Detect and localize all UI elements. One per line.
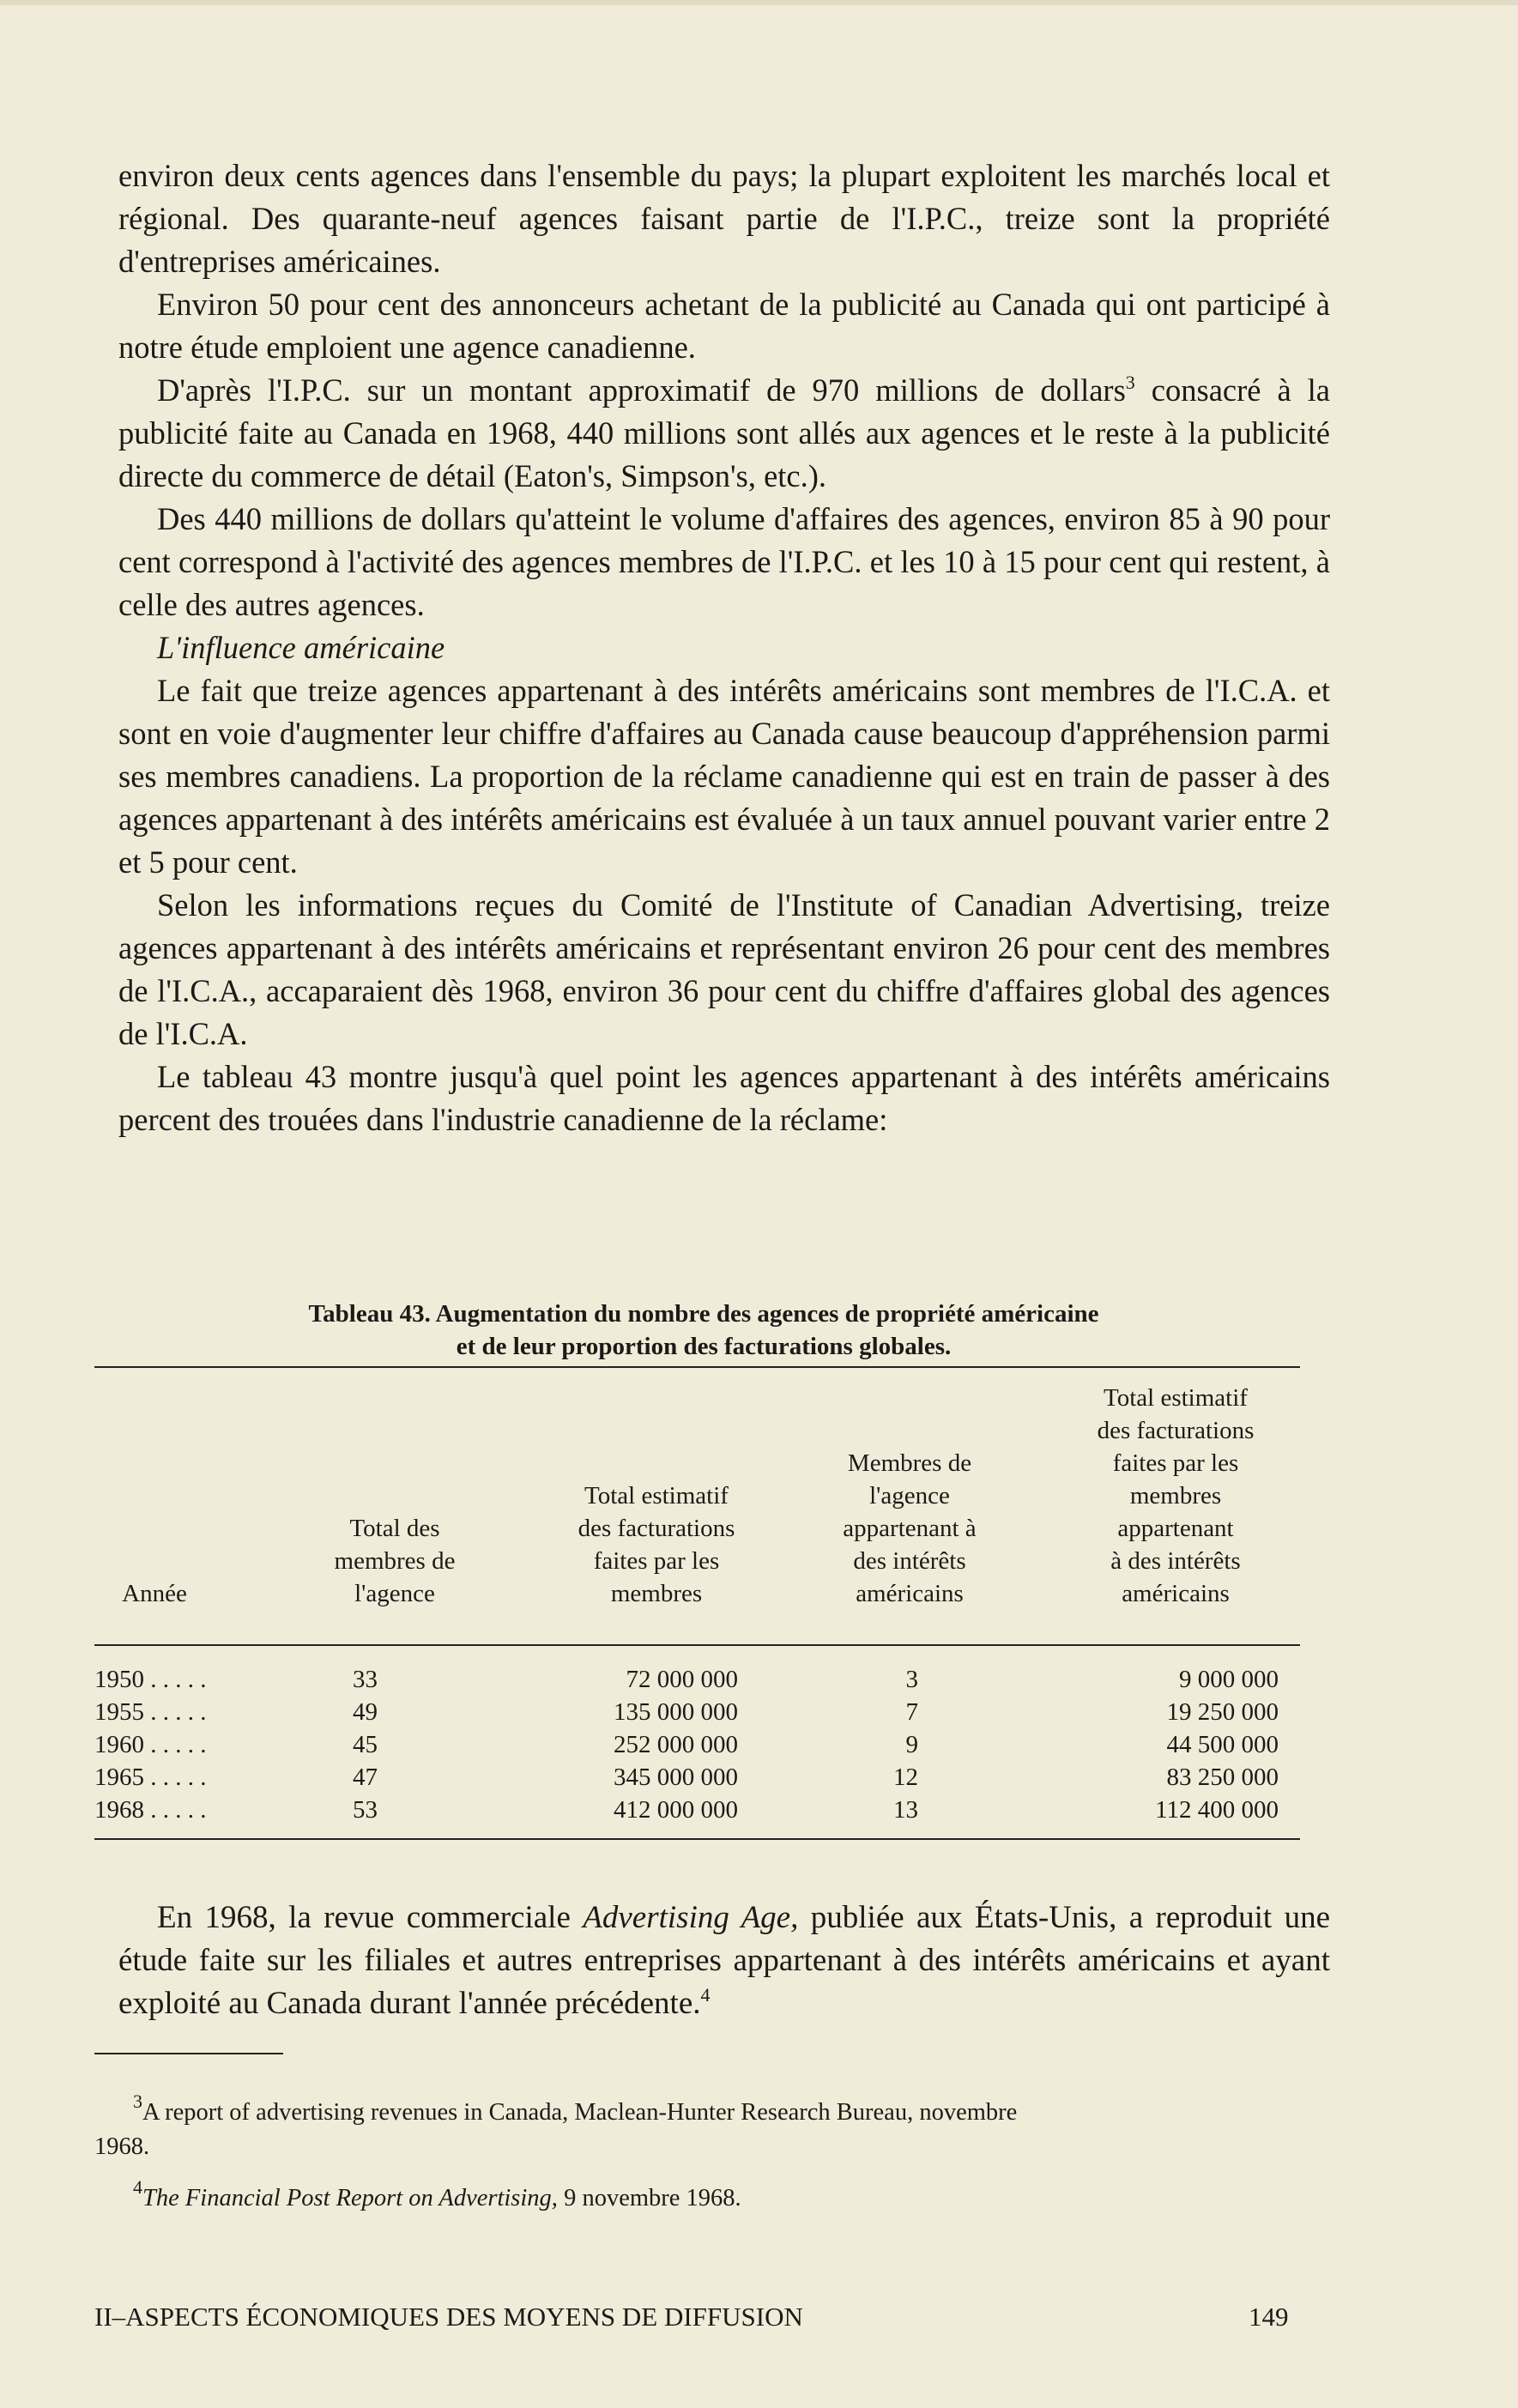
cell-us-members: 7	[905, 1698, 918, 1726]
cell-year: 1955 . . . . .	[94, 1698, 207, 1726]
header-line: des facturations	[1097, 1417, 1255, 1444]
header-line: membres	[1129, 1482, 1222, 1510]
header-line: l'agence	[869, 1482, 950, 1510]
header-line: des intérêts	[853, 1547, 966, 1575]
cell-us-members: 9	[905, 1731, 918, 1758]
table-row	[94, 1761, 1300, 1794]
table-row	[94, 1696, 1300, 1728]
cell-billings: 135 000 000	[614, 1698, 738, 1726]
header-line: appartenant	[1117, 1515, 1234, 1542]
header-line: membres	[610, 1580, 703, 1607]
cell-us-billings: 112 400 000	[1155, 1796, 1279, 1824]
cell-members: 49	[353, 1698, 378, 1726]
cell-us-billings: 19 250 000	[1166, 1698, 1279, 1726]
header-line: à des intérêts	[1110, 1547, 1241, 1575]
header-total-billings	[528, 1479, 785, 1610]
table-caption-line-1: Tableau 43. Augmentation du nombre des agences de propriété américaine	[308, 1300, 1099, 1328]
paragraph-6: Selon les informations reçues du Comité de l'Institute of Canadian Advertising, treize agences appartenant à des intérêts américains et représentant environ 26 pour cent des membres de l'I.C.A., accaparaient dès 1968, environ 36 pour cent du chiffre d'affaires global des agences de l'I.C.A.	[118, 887, 1330, 1051]
cell-members: 47	[353, 1764, 378, 1791]
cell-year: 1960 . . . . .	[94, 1731, 207, 1758]
cell-billings: 345 000 000	[614, 1764, 738, 1791]
table-caption	[223, 1298, 1184, 1363]
footnote-3: $^3$A report of advertising revenues in Canada, Maclean-Hunter Research Bureau, novembre 1968.	[94, 2090, 1018, 2160]
header-line: membres de	[334, 1547, 456, 1575]
header-line: Membres de	[847, 1449, 972, 1477]
page-edge	[0, 0, 1518, 5]
cell-billings: 412 000 000	[614, 1796, 738, 1824]
header-line: américains	[1122, 1580, 1230, 1607]
cell-members: 53	[353, 1796, 378, 1824]
header-year: Année	[122, 1580, 187, 1607]
cell-us-billings: 44 500 000	[1166, 1731, 1279, 1758]
running-footer: II–ASPECTS ÉCONOMIQUES DES MOYENS DE DIFFUSION	[94, 2302, 803, 2332]
table-row	[94, 1728, 1300, 1761]
footnote-rule	[94, 2053, 283, 2054]
page-number: 149	[1249, 2302, 1289, 2332]
cell-us-members: 3	[905, 1666, 918, 1693]
header-line: l'agence	[354, 1580, 435, 1607]
header-line: faites par les	[1112, 1449, 1239, 1477]
footnote-4: $^4$The Financial Post Report on Advertising, 9 novembre 1968.	[133, 2176, 741, 2211]
header-line: américains	[856, 1580, 964, 1607]
header-us-billings	[1055, 1382, 1296, 1610]
cell-year: 1968 . . . . .	[94, 1796, 207, 1824]
paragraph-8: En 1968, la revue commerciale Advertising Age, publiée aux États-Unis, a reproduit une étude faite sur les filiales et autres entreprises appartenant à des intérêts américains et ayant exploité au Canada durant l'année précédente.$^4$	[118, 1900, 1330, 2021]
table-rule-bottom	[94, 1838, 1300, 1840]
footnote-ref-4: 4	[700, 1984, 711, 2006]
cell-year: 1965 . . . . .	[94, 1764, 207, 1791]
header-line: Total des	[349, 1515, 440, 1542]
cell-year: 1950 . . . . .	[94, 1666, 207, 1693]
header-line: Total estimatif	[1104, 1384, 1248, 1412]
paragraph-2: Environ 50 pour cent des annonceurs achetant de la publicité au Canada qui ont participé à notre étude emploient une agence canadienne.	[118, 287, 1330, 365]
cell-us-members: 12	[893, 1764, 918, 1791]
body-text-top	[118, 154, 1330, 1141]
cell-billings: 252 000 000	[614, 1731, 738, 1758]
table-rule-top	[94, 1366, 1300, 1368]
paragraph-7: Le tableau 43 montre jusqu'à quel point les agences appartenant à des intérêts américains percent des trouées dans l'industrie canadienne de la réclame:	[118, 1059, 1330, 1137]
paragraph-5: Le fait que treize agences appartenant à des intérêts américains sont membres de l'I.C.A. et sont en voie d'augmenter leur chiffre d'affaires au Canada cause beaucoup d'appréhension parmi ses membres canadiens. La proportion de la réclame canadienne qui est en train de passer à des agences appartenant à des intérêts américains est évaluée à un taux annuel pouvant varier entre 2 et 5 pour cent.	[118, 673, 1331, 880]
header-total-members	[292, 1512, 498, 1610]
header-line: Total estimatif	[584, 1482, 729, 1510]
footnote-ref-3: 3	[1125, 372, 1135, 393]
cell-us-billings: 9 000 000	[1179, 1666, 1279, 1693]
header-line: appartenant à	[843, 1515, 977, 1542]
table-row	[94, 1794, 1300, 1826]
table-row	[94, 1663, 1300, 1696]
header-line: des facturations	[578, 1515, 735, 1542]
section-heading: L'influence américaine	[157, 630, 445, 665]
table-rule-header	[94, 1644, 1300, 1646]
table-caption-line-2: et de leur proportion des facturations globales.	[456, 1333, 952, 1360]
body-text-bottom	[118, 1897, 1330, 2025]
cell-us-billings: 83 250 000	[1166, 1764, 1279, 1791]
header-us-members	[807, 1447, 1013, 1610]
cell-members: 45	[353, 1731, 378, 1758]
cell-billings: 72 000 000	[626, 1666, 738, 1693]
header-line: faites par les	[593, 1547, 720, 1575]
cell-us-members: 13	[893, 1796, 918, 1824]
cell-members: 33	[353, 1666, 378, 1693]
paragraph-1: environ deux cents agences dans l'ensemble du pays; la plupart exploitent les marchés local et régional. Des quarante-neuf agences faisant partie de l'I.P.C., treize sont la propriété d'entreprises américaines.	[118, 158, 1331, 279]
paragraph-4: Des 440 millions de dollars qu'atteint le volume d'affaires des agences, environ 85 à 90 pour cent correspond à l'activité des agences membres de l'I.P.C. et les 10 à 15 pour cent qui restent, à celle des autres agences.	[118, 501, 1330, 622]
paragraph-3: D'après l'I.P.C. sur un montant approximatif de 970 millions de dollars$^3$ consacré à la publicité faite au Canada en 1968, 440 millions sont allés aux agences et le reste à la publicité directe du commerce de détail (Eaton's, Simpson's, etc.).	[118, 372, 1331, 493]
